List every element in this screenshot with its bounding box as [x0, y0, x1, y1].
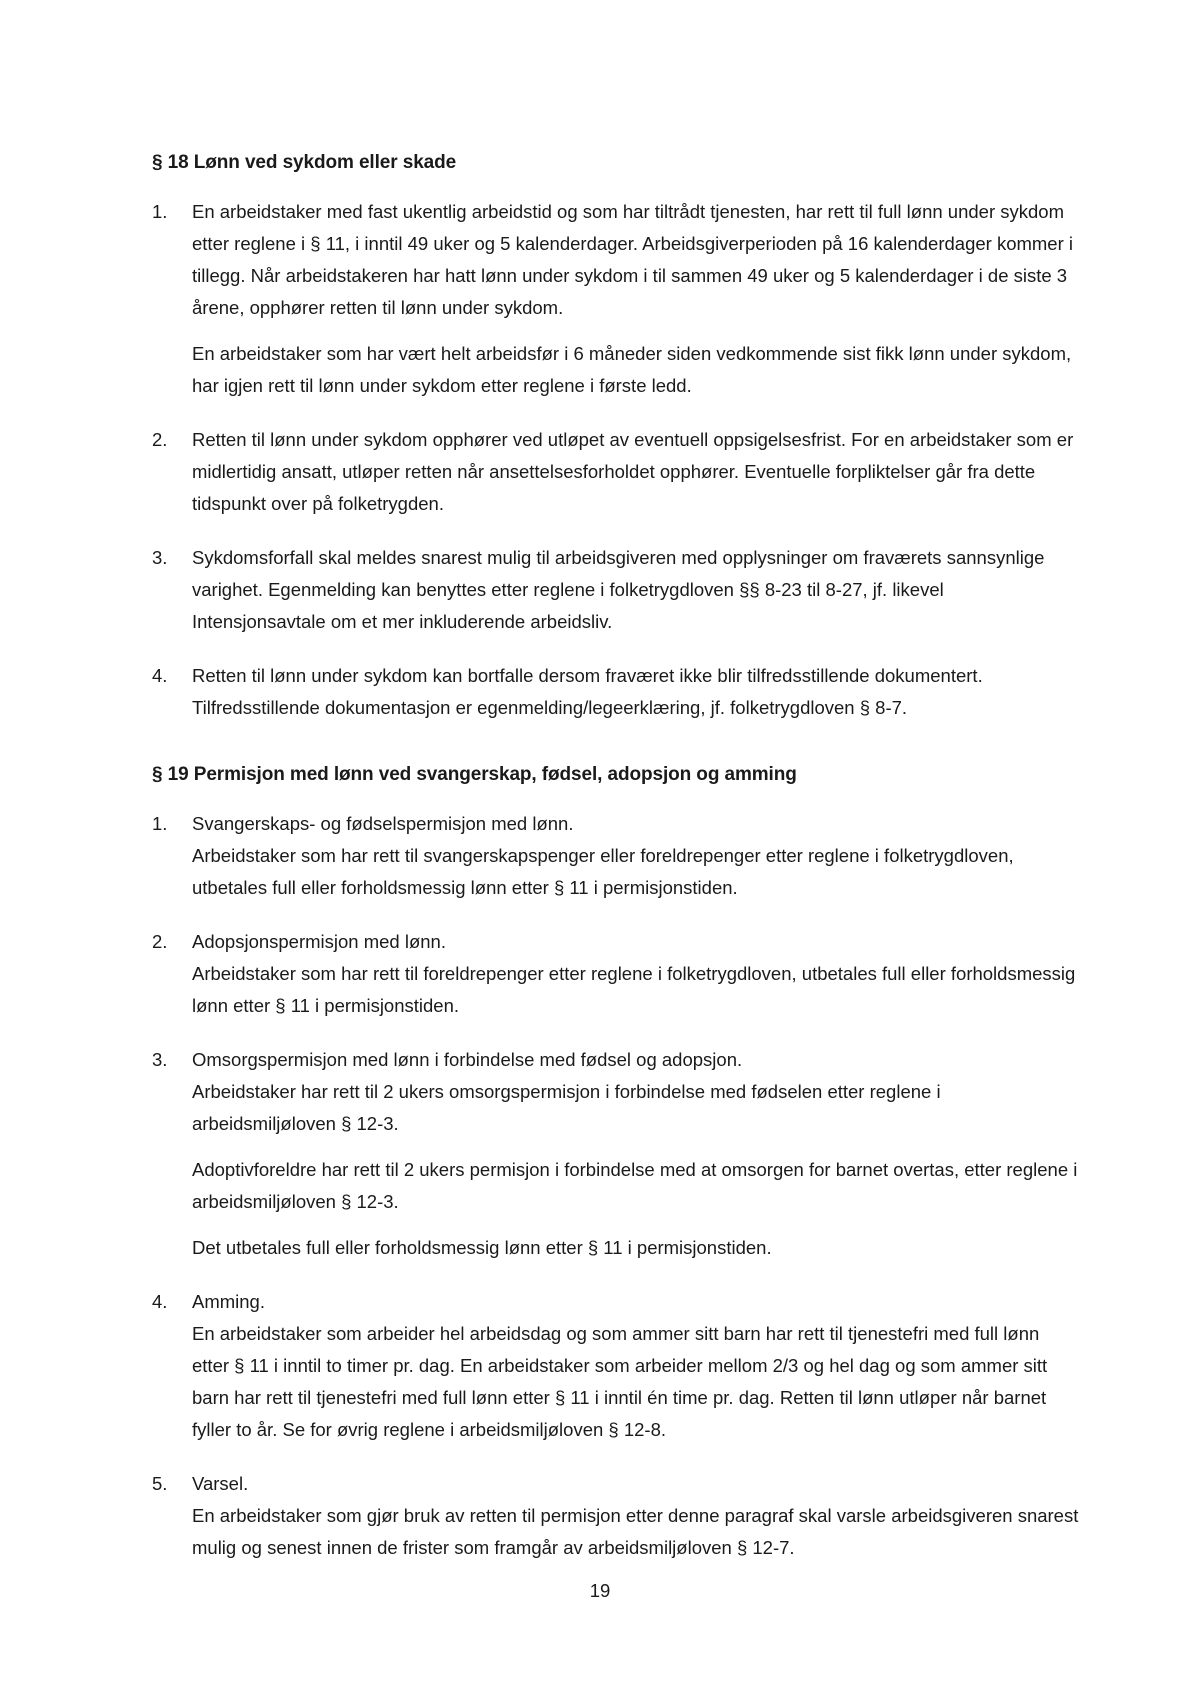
section-18-item: [152, 660, 1080, 724]
item-paragraph: En arbeidstaker med fast ukentlig arbeidstid og som har tiltrådt tjenesten, har rett til full lønn under sykdom etter reglene i § 11, i inntil 49 uker og 5 kalenderdager. Arbeidsgiverperioden på 16 kalenderdager kommer i tillegg. Når arbeidstakeren har hatt lønn under sykdom i til sammen 49 uker og 5 kalenderdager i de siste 3 årene, opphører retten til lønn under sykdom.: [192, 201, 1074, 318]
section-18-title: § 18 Lønn ved sykdom eller skade: [152, 152, 457, 173]
section-19-item: [152, 808, 1080, 904]
item-paragraph: Retten til lønn under sykdom kan bortfalle dersom fraværet ikke blir tilfredsstillende dokumentert. Tilfredsstillende dokumentasjon er egenmelding/legeerklæring, jf. folketrygdloven § 8-7.: [192, 665, 983, 718]
section-18-item: [152, 542, 1080, 638]
item-number: 2.: [152, 931, 168, 952]
item-paragraph: Arbeidstaker som har rett til foreldrepenger etter reglene i folketrygdloven, utbetales full eller forholdsmessig lønn etter § 11 i permisjonstiden.: [192, 963, 1076, 1016]
section-19-item: [152, 1286, 1080, 1446]
item-paragraph: Retten til lønn under sykdom opphører ved utløpet av eventuell oppsigelsesfrist. For en arbeidstaker som er midlertidig ansatt, utløper retten når ansettelsesforholdet opphører. Eventuelle forpliktelser går fra dette tidspunkt over på folketrygden.: [192, 429, 1074, 514]
item-heading: Amming.: [192, 1291, 265, 1312]
item-paragraph: En arbeidstaker som arbeider hel arbeidsdag og som ammer sitt barn har rett til tjenestefri med full lønn etter § 11 i inntil to timer pr. dag. En arbeidstaker som arbeider mellom 2/3 og hel dag og som ammer sitt barn har rett til tjenestefri med full lønn etter § 11 i inntil én time pr. dag. Retten til lønn utløper når barnet fyller to år. Se for øvrig reglene i arbeidsmiljøloven § 12-8.: [192, 1323, 1048, 1440]
item-number: 2.: [152, 429, 168, 450]
section-18-item: [152, 424, 1080, 520]
item-heading: Adopsjonspermisjon med lønn.: [192, 931, 446, 952]
section-19-item: [152, 926, 1080, 1022]
item-number: 1.: [152, 813, 168, 834]
section-19-title: § 19 Permisjon med lønn ved svangerskap, fødsel, adopsjon og amming: [152, 764, 797, 785]
item-heading: Omsorgspermisjon med lønn i forbindelse med fødsel og adopsjon.: [192, 1049, 743, 1070]
section-19-item: [152, 1044, 1080, 1264]
item-paragraph: Det utbetales full eller forholdsmessig lønn etter § 11 i permisjonstiden.: [192, 1237, 772, 1258]
item-number: 3.: [152, 547, 168, 568]
item-paragraph: Arbeidstaker har rett til 2 ukers omsorgspermisjon i forbindelse med fødselen etter reglene i arbeidsmiljøloven § 12-3.: [192, 1081, 941, 1134]
item-paragraph: Sykdomsforfall skal meldes snarest mulig til arbeidsgiveren med opplysninger om fraværets sannsynlige varighet. Egenmelding kan benyttes etter reglene i folketrygdloven §§ 8-23 til 8-27, jf. likevel Intensjonsavtale om et mer inkluderende arbeidsliv.: [192, 547, 1045, 632]
item-paragraph: Adoptivforeldre har rett til 2 ukers permisjon i forbindelse med at omsorgen for barnet overtas, etter reglene i arbeidsmiljøloven § 12-3.: [192, 1159, 1078, 1212]
item-number: 4.: [152, 1291, 168, 1312]
item-heading: Svangerskaps- og fødselspermisjon med lønn.: [192, 813, 574, 834]
section-18-item: [152, 196, 1080, 402]
item-paragraph: En arbeidstaker som gjør bruk av retten til permisjon etter denne paragraf skal varsle arbeidsgiveren snarest mulig og senest innen de frister som framgår av arbeidsmiljøloven § 12-7.: [192, 1505, 1079, 1558]
item-number: 5.: [152, 1473, 168, 1494]
item-number: 1.: [152, 201, 168, 222]
item-number: 4.: [152, 665, 168, 686]
item-heading: Varsel.: [192, 1473, 249, 1494]
page-number: 19: [589, 1580, 611, 1601]
section-19-item: [152, 1468, 1080, 1564]
item-paragraph: Arbeidstaker som har rett til svangerskapspenger eller foreldrepenger etter reglene i folketrygdloven, utbetales full eller forholdsmessig lønn etter § 11 i permisjonstiden.: [192, 845, 1014, 898]
item-paragraph: En arbeidstaker som har vært helt arbeidsfør i 6 måneder siden vedkommende sist fikk lønn under sykdom, har igjen rett til lønn under sykdom etter reglene i første ledd.: [192, 343, 1072, 396]
item-number: 3.: [152, 1049, 168, 1070]
